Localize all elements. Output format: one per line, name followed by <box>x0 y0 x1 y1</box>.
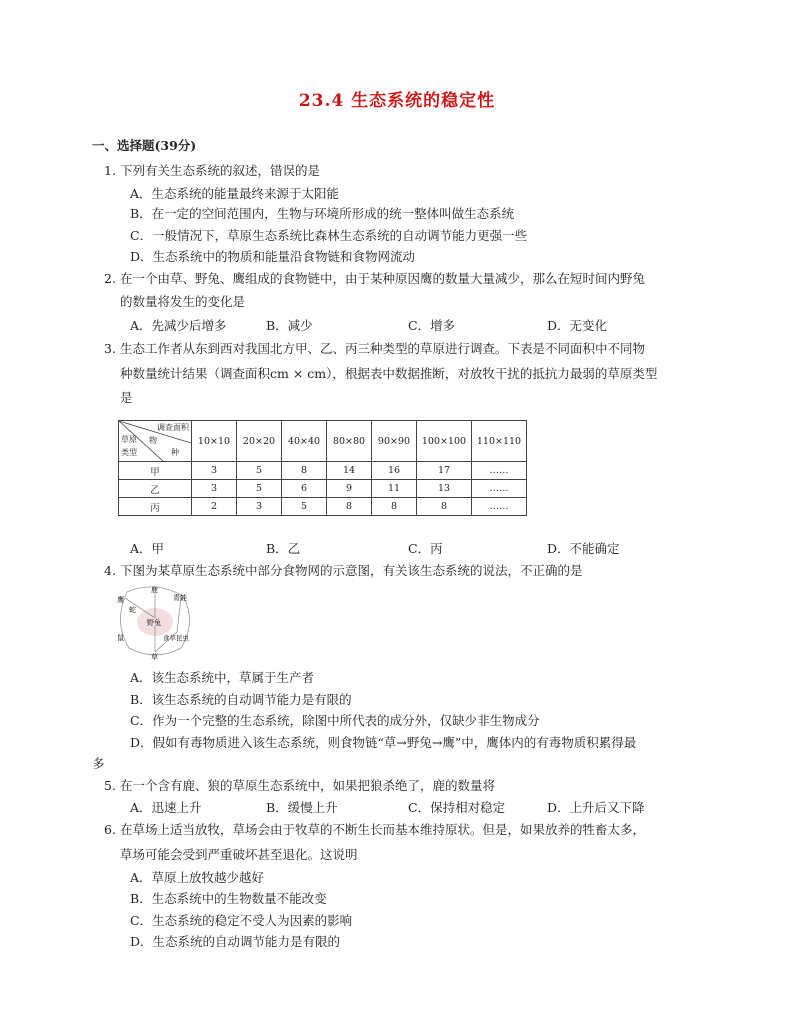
header-species-label: 物 <box>149 436 157 445</box>
question-stem: 下图为某草原生态系统中部分食物网的示意图，有关该生态系统的说法，不正确的是 <box>120 563 583 578</box>
column-header: 100×100 <box>417 421 472 462</box>
table-cell: 5 <box>237 462 282 480</box>
question-stem: 草场可能会受到严重破坏甚至退化。这说明 <box>120 847 358 862</box>
option-c: C．保持相对稳定 <box>408 800 506 815</box>
table-cell: 16 <box>372 462 417 480</box>
page-title: 23.4 生态系统的稳定性 <box>298 91 496 111</box>
option-c: C．作为一个完整的生态系统，除图中所代表的成分外，仅缺少非生物成分 <box>130 713 540 728</box>
question-number: 4. <box>104 563 116 578</box>
table-cell: 8 <box>327 498 372 516</box>
diagram-label-insect: 食草昆虫 <box>163 634 189 642</box>
table-row <box>119 462 527 480</box>
option-b: B．乙 <box>266 541 301 556</box>
table-cell: 13 <box>417 480 472 498</box>
diagram-label-snake: 蛇 <box>129 606 136 614</box>
option-a: A．生态系统的能量最终来源于太阳能 <box>130 186 340 201</box>
option-c: C．丙 <box>408 541 443 556</box>
diagram-label-eagle: 鹰 <box>117 596 124 604</box>
option-a: A．该生态系统中，草属于生产者 <box>130 670 315 685</box>
option-d: D．生态系统中的物质和能量沿食物链和食物网流动 <box>130 249 416 264</box>
question-number: 1. <box>104 163 116 178</box>
question-number: 2. <box>104 271 116 286</box>
column-header: 20×20 <box>237 421 282 462</box>
column-header: 110×110 <box>472 421 527 462</box>
row-label: 甲 <box>119 462 192 480</box>
table-cell: 3 <box>192 480 237 498</box>
diagram-label-mouse: 鼠 <box>117 634 124 642</box>
question-number: 3. <box>104 341 116 356</box>
column-header: 40×40 <box>282 421 327 462</box>
table-cell: 8 <box>417 498 472 516</box>
question-stem: 种数量统计结果（调查面积cm × cm），根据表中数据推断，对放牧干扰的抵抗力最弱的草原类型 <box>120 366 658 381</box>
table-row <box>119 480 527 498</box>
option-a: A．甲 <box>130 541 165 556</box>
column-header: 80×80 <box>327 421 372 462</box>
diagram-label-deer: 鹿 <box>151 586 158 594</box>
option-d: D．不能确定 <box>547 541 620 556</box>
column-header: 90×90 <box>372 421 417 462</box>
question-stem: 是 <box>120 390 133 405</box>
table-cell: 3 <box>237 498 282 516</box>
option-b: B．在一定的空间范围内，生物与环境所形成的统一整体叫做生态系统 <box>130 206 515 221</box>
option-b: B．生态系统中的生物数量不能改变 <box>130 891 327 906</box>
table-row <box>119 498 527 516</box>
header-type-label: 类型 <box>121 448 137 457</box>
row-label: 丙 <box>119 498 192 516</box>
diagram-label-grass: 草 <box>151 653 158 660</box>
table-cell: …… <box>472 462 527 480</box>
table-cell: 5 <box>237 480 282 498</box>
question-number: 5. <box>104 778 116 793</box>
option-d: D．假如有毒物质进入该生态系统，则食物链“草→野兔→鹰”中，鹰体内的有毒物质积累得最 <box>130 735 637 750</box>
diagram-label-frog: 青蛙 <box>173 594 187 602</box>
section-heading: 一、选择题(39分) <box>92 138 197 153</box>
option-d: D．上升后又下降 <box>547 800 645 815</box>
diagram-label-rabbit: 野兔 <box>147 619 161 627</box>
option-c: C．一般情况下，草原生态系统比森林生态系统的自动调节能力更强一些 <box>130 228 528 243</box>
question-number: 6. <box>104 822 116 837</box>
table-cell: 2 <box>192 498 237 516</box>
table-cell: 17 <box>417 462 472 480</box>
food-web-diagram <box>115 582 195 660</box>
option-a: A．草原上放牧越少越好 <box>130 870 265 885</box>
survey-table <box>118 420 527 516</box>
option-b: B．减少 <box>266 318 313 333</box>
table-cell: 6 <box>282 480 327 498</box>
table-cell: 14 <box>327 462 372 480</box>
question-stem: 的数量将发生的变化是 <box>120 294 246 309</box>
table-cell: 9 <box>327 480 372 498</box>
option-d: D．生态系统的自动调节能力是有限的 <box>130 934 341 949</box>
option-b: B．该生态系统的自动调节能力是有限的 <box>130 692 352 707</box>
question-stem: 生态工作者从东到西对我国北方甲、乙、丙三种类型的草原进行调查。下表是不同面积中不同物 <box>120 341 646 356</box>
table-cell: …… <box>472 480 527 498</box>
table-cell: …… <box>472 498 527 516</box>
question-stem: 在一个由草、野兔、鹰组成的食物链中，由于某种原因鹰的数量大量减少，那么在短时间内野兔 <box>120 271 646 286</box>
option-d: D．无变化 <box>547 318 608 333</box>
column-header: 10×10 <box>192 421 237 462</box>
table-cell: 11 <box>372 480 417 498</box>
table-cell: 5 <box>282 498 327 516</box>
question-stem: 在草场上适当放牧，草场会由于牧草的不断生长而基本维持原状。但是，如果放养的牲畜太多， <box>120 822 646 837</box>
option-d-continuation: 多 <box>92 756 105 771</box>
table-cell: 8 <box>282 462 327 480</box>
header-type-label: 草原 <box>121 435 137 444</box>
row-label: 乙 <box>119 480 192 498</box>
option-a: A．先减少后增多 <box>130 318 227 333</box>
question-stem: 在一个含有鹿、狼的草原生态系统中，如果把狼杀绝了，鹿的数量将 <box>120 778 496 793</box>
header-area-label: 调查面积 <box>157 423 189 432</box>
question-stem: 下列有关生态系统的叙述，错误的是 <box>120 163 321 178</box>
option-c: C．增多 <box>408 318 456 333</box>
header-species-label: 种 <box>171 448 179 457</box>
option-b: B．缓慢上升 <box>266 800 338 815</box>
option-c: C．生态系统的稳定不受人为因素的影响 <box>130 913 353 928</box>
table-cell: 3 <box>192 462 237 480</box>
table-corner-header <box>119 421 192 462</box>
table-cell: 8 <box>372 498 417 516</box>
option-a: A．迅速上升 <box>130 800 202 815</box>
